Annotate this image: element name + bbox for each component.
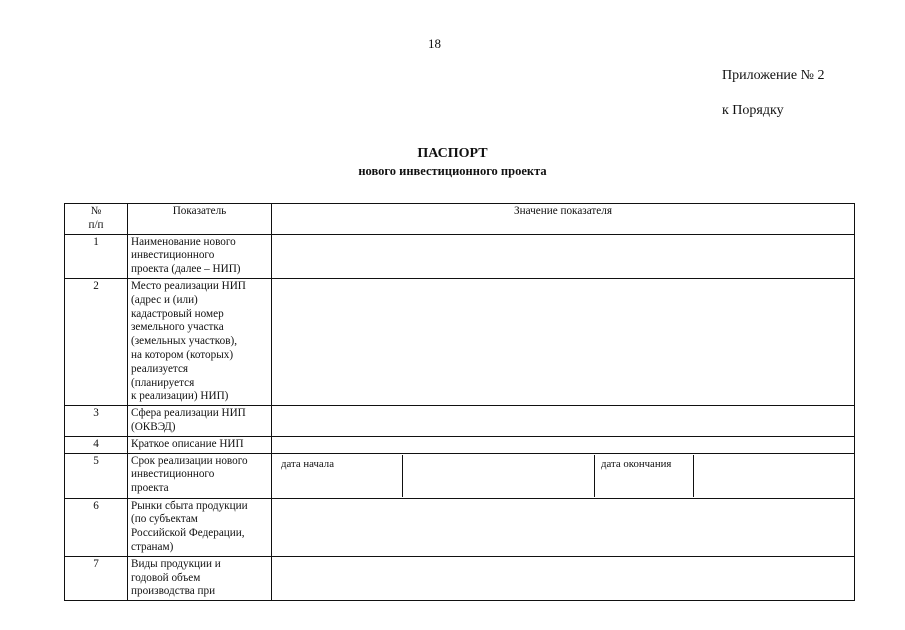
row-number: 7 xyxy=(65,556,128,600)
table-row xyxy=(65,556,855,600)
indicator-label: Рынки сбыта продукции (по субъектам Российской Федерации, странам) xyxy=(128,498,272,556)
row-number: 2 xyxy=(65,278,128,405)
indicator-label: Наименование нового инвестиционного проекта (далее – НИП) xyxy=(128,234,272,278)
row-number: 3 xyxy=(65,406,128,437)
header-row xyxy=(65,204,855,235)
header-indicator: Показатель xyxy=(128,204,272,235)
table-row xyxy=(65,234,855,278)
term-value-cell xyxy=(272,453,855,498)
value-cell[interactable] xyxy=(272,498,855,556)
passport-table xyxy=(64,203,855,601)
header-value: Значение показателя xyxy=(272,204,855,235)
table-row xyxy=(65,453,855,498)
appendix-label: Приложение № 2 xyxy=(722,68,825,83)
start-date-label: дата начала xyxy=(275,455,403,497)
end-date-label: дата окончания xyxy=(595,455,694,497)
page-number: 18 xyxy=(428,36,441,51)
value-cell[interactable] xyxy=(272,234,855,278)
indicator-label: Срок реализации нового инвестиционного проекта xyxy=(128,453,272,498)
row-number: 6 xyxy=(65,498,128,556)
indicator-label: Сфера реализации НИП (ОКВЭД) xyxy=(128,406,272,437)
document-title: ПАСПОРТ xyxy=(417,146,488,161)
indicator-label: Краткое описание НИП xyxy=(128,436,272,453)
indicator-label: Виды продукции и годовой объем производства при xyxy=(128,556,272,600)
header-number: № п/п xyxy=(65,204,128,235)
table-row xyxy=(65,406,855,437)
table-row xyxy=(65,436,855,453)
appendix-reference: к Порядку xyxy=(722,103,784,118)
table-row xyxy=(65,278,855,405)
row-number: 1 xyxy=(65,234,128,278)
table-row xyxy=(65,498,855,556)
value-cell[interactable] xyxy=(272,556,855,600)
document-subtitle: нового инвестиционного проекта xyxy=(358,164,547,178)
value-cell[interactable] xyxy=(272,278,855,405)
end-date-field[interactable] xyxy=(694,455,851,497)
start-date-field[interactable] xyxy=(403,455,595,497)
value-cell[interactable] xyxy=(272,436,855,453)
row-number: 4 xyxy=(65,436,128,453)
row-number: 5 xyxy=(65,453,128,498)
term-subgrid xyxy=(275,455,851,497)
indicator-label: Место реализации НИП (адрес и (или) кадастровый номер земельного участка (земельных участков), на котором (которых) реализуется (планируется к реализации) НИП) xyxy=(128,278,272,405)
value-cell[interactable] xyxy=(272,406,855,437)
